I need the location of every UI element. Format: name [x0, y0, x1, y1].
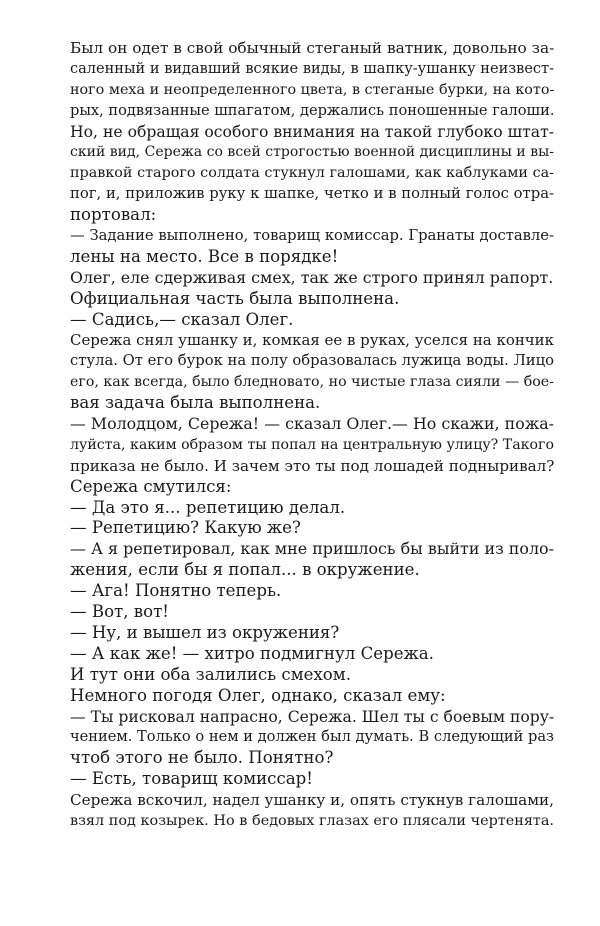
text-line: его, как всегда, было бледновато, но чистые глаза сияли — бое-	[70, 374, 554, 391]
text-line: — Ну, и вышел из окружения?	[70, 622, 340, 642]
text-line: лены на место. Все в порядке!	[70, 246, 339, 266]
text-line: приказа не было. И зачем это ты под лошадей подныривал?	[70, 456, 555, 475]
text-line: — Вот, вот!	[70, 602, 169, 622]
text-line: — Да это я... репетицию делал.	[70, 497, 346, 517]
text-line: жения, если бы я попал... в окружение.	[70, 560, 420, 580]
text-line: Был он одет в свой обычный стеганый ватник, довольно за-	[70, 39, 555, 57]
text-line: — Ты рисковал напрасно, Сережа. Шел ты с боевым пору-	[70, 706, 555, 726]
text-line: правкой старого солдата стукнул галошами, как каблуками са-	[70, 165, 554, 182]
text-line: — А я репетировал, как мне пришлось бы выйти из поло-	[70, 539, 554, 559]
text-line: вая задача была выполнена.	[70, 393, 321, 413]
text-line: Официальная часть была выполнена.	[70, 288, 400, 308]
text-line: ного меха и неопределенного цвета, в стеганые бурки, на кото-	[70, 81, 555, 98]
text-line: пог, и, приложив руку к шапке, четко и в полный голос отра-	[70, 185, 554, 203]
text-line: взял под козырек. Но в бедовых глазах его плясали чертенята.	[70, 812, 554, 829]
text-line: — Есть, товарищ комиссар!	[70, 769, 313, 789]
text-line: — Репетицию? Какую же?	[70, 518, 301, 538]
text-line: ский вид, Сережа со всей строгостью военной дисциплины и вы-	[70, 144, 554, 161]
text-line: чтоб этого не было. Понятно?	[70, 748, 334, 768]
text-line: чением. Только о нем и должен был думать. В следующий раз	[70, 728, 554, 746]
text-line: — А как же! — хитро подмигнул Сережа.	[70, 643, 434, 663]
text-line: луйста, каким образом ты попал на центральную улицу? Такого	[70, 436, 554, 453]
text-line: Олег, еле сдерживая смех, так же строго принял рапорт.	[70, 267, 554, 287]
text-line: Но, не обращая особого внимания на такой глубоко штат-	[70, 121, 554, 141]
text-line: Сережа снял ушанку и, комкая ее в руках, уселся на кончик	[70, 331, 554, 350]
text-line: стула. От его бурок на полу образовалась лужица воды. Лицо	[70, 352, 554, 370]
text-line: Сережа смутился:	[70, 476, 232, 496]
text-line: рых, подвязанные шпагатом, держались поношенные галоши.	[70, 101, 555, 119]
text-line: — Садись,— сказал Олег.	[70, 309, 294, 329]
text-line: Сережа вскочил, надел ушанку и, опять стукнув галошами,	[70, 791, 554, 810]
text-line: — Задание выполнено, товарищ комиссар. Гранаты доставле-	[70, 227, 554, 245]
text-line: — Ага! Понятно теперь.	[70, 581, 282, 601]
text-line: саленный и видавший всякие виды, в шапку-ушанку неизвест-	[70, 60, 554, 77]
text-line: Немного погодя Олег, однако, сказал ему:	[70, 685, 446, 705]
text-line: — Молодцом, Сережа! — сказал Олег.— Но скажи, пожа-	[70, 414, 554, 434]
page-text	[70, 38, 554, 832]
text-line: И тут они оба залились смехом.	[70, 664, 351, 684]
text-line: портовал:	[70, 205, 157, 225]
